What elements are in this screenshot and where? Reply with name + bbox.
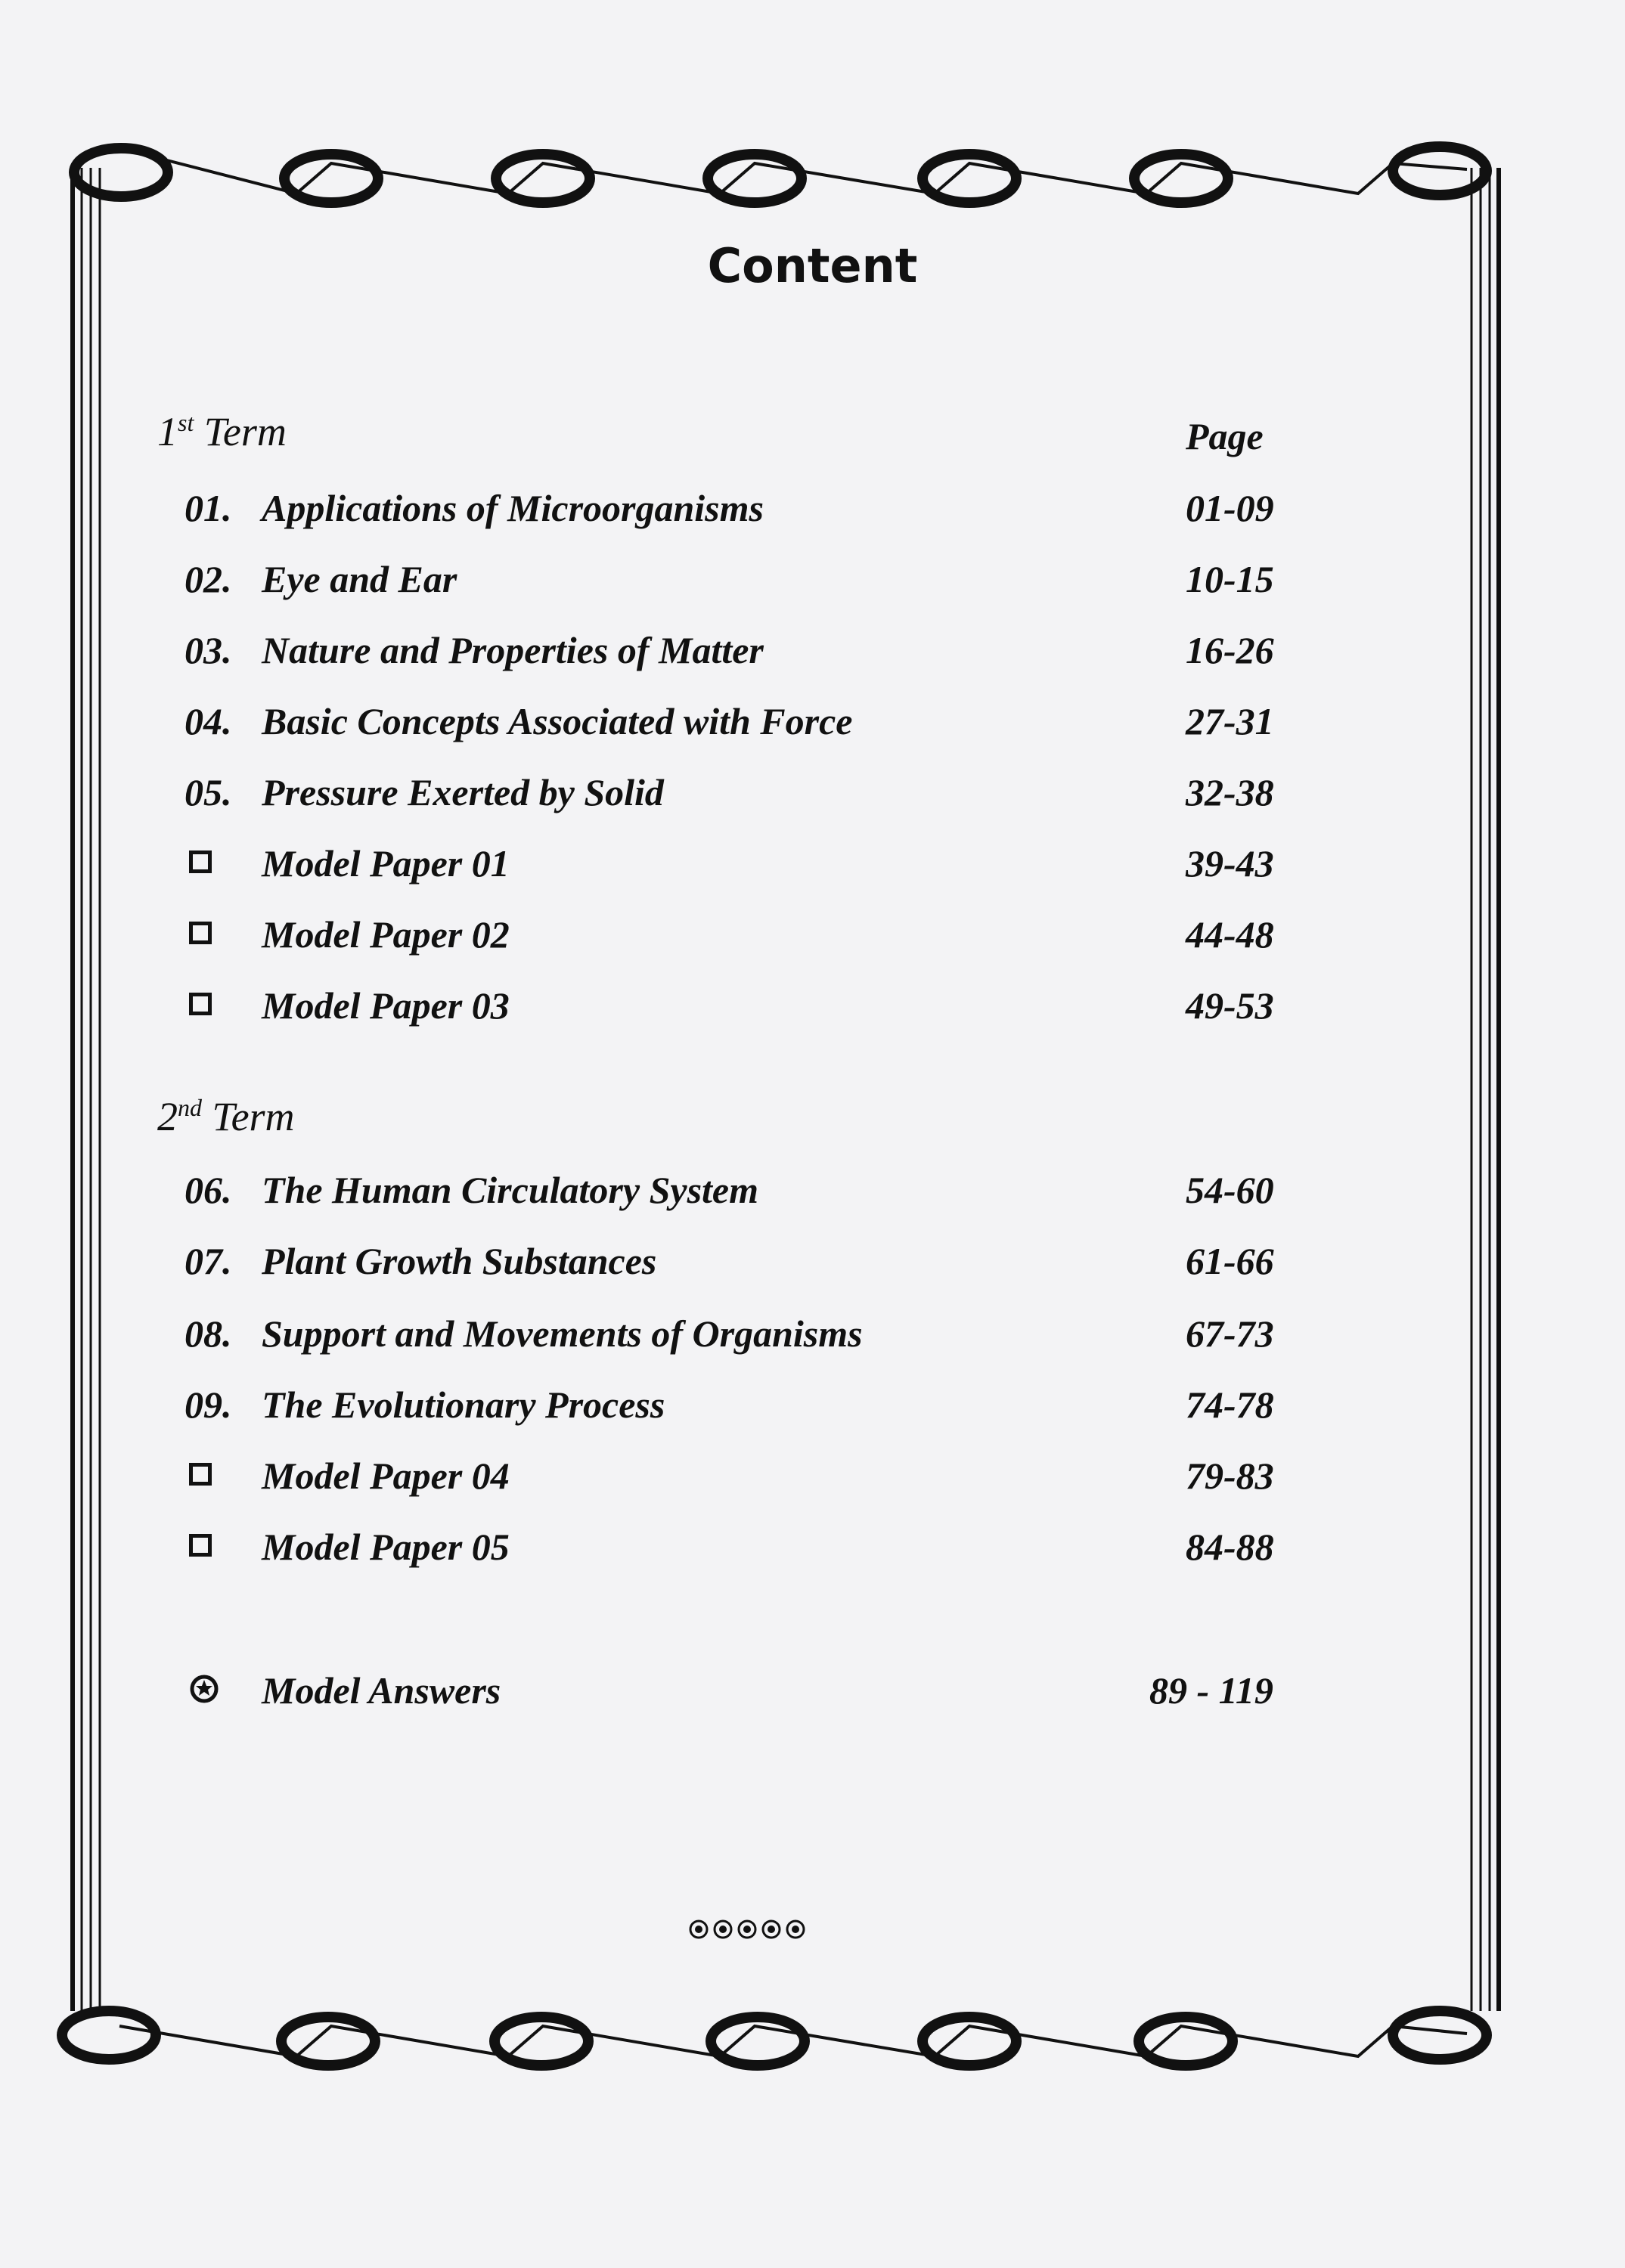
toc-entry[interactable] <box>0 699 1625 751</box>
toc-entry-model-paper[interactable] <box>0 1524 1625 1577</box>
page-title: Content <box>707 238 918 293</box>
star-circle-icon <box>189 1674 219 1704</box>
term-label: Term <box>212 1094 295 1139</box>
entry-label: Applications of Microorganisms <box>262 487 764 529</box>
circle-dots-icon <box>687 1917 808 1941</box>
square-box-icon <box>189 1463 212 1486</box>
toc-entry[interactable] <box>0 770 1625 823</box>
entry-pages: 27-31 <box>1186 700 1274 742</box>
term-ordinal-suffix: st <box>178 409 194 436</box>
entry-label: Plant Growth Substances <box>262 1240 657 1282</box>
entry-number: 09. <box>185 1383 232 1426</box>
entry-pages: 39-43 <box>1186 842 1274 885</box>
entry-label: Model Paper 03 <box>262 984 510 1027</box>
entry-label: The Human Circulatory System <box>262 1169 759 1211</box>
page-column-header: Page <box>1186 415 1264 457</box>
entry-number: 06. <box>185 1169 232 1211</box>
square-box-icon <box>189 922 212 944</box>
toc-entry-model-paper[interactable] <box>0 912 1625 965</box>
term-heading-1 <box>157 408 287 455</box>
entry-pages: 89 - 119 <box>1149 1669 1273 1712</box>
square-box-icon <box>189 1534 212 1557</box>
toc-entry[interactable] <box>0 485 1625 538</box>
entry-number: 07. <box>185 1240 232 1282</box>
entry-number: 03. <box>185 629 232 671</box>
toc-entry[interactable] <box>0 1167 1625 1220</box>
toc-entry[interactable] <box>0 1382 1625 1435</box>
entry-number: 01. <box>185 487 232 529</box>
entry-pages: 44-48 <box>1186 913 1274 956</box>
entry-pages: 61-66 <box>1186 1240 1274 1282</box>
term-heading-2 <box>157 1093 295 1140</box>
toc-entry[interactable] <box>0 1238 1625 1291</box>
entry-label: Nature and Properties of Matter <box>262 629 764 671</box>
toc-entry-model-paper[interactable] <box>0 841 1625 894</box>
square-box-icon <box>189 993 212 1015</box>
entry-label: Pressure Exerted by Solid <box>262 771 664 813</box>
entry-pages: 67-73 <box>1186 1312 1274 1355</box>
entry-number: 04. <box>185 700 232 742</box>
entry-pages: 16-26 <box>1186 629 1274 671</box>
term-label: Term <box>203 409 287 454</box>
entry-pages: 10-15 <box>1186 558 1274 600</box>
entry-number: 02. <box>185 558 232 600</box>
entry-pages: 74-78 <box>1186 1383 1274 1426</box>
term-ordinal: 2 <box>157 1094 178 1139</box>
entry-label: Model Paper 05 <box>262 1526 510 1568</box>
entry-label: Model Paper 01 <box>262 842 510 885</box>
toc-entry-model-paper[interactable] <box>0 1453 1625 1506</box>
entry-pages: 01-09 <box>1186 487 1274 529</box>
term-ordinal: 1 <box>157 409 178 454</box>
entry-label: Model Paper 04 <box>262 1455 510 1497</box>
toc-entry[interactable] <box>0 556 1625 609</box>
entry-pages: 79-83 <box>1186 1455 1274 1497</box>
entry-label: Model Answers <box>262 1669 501 1712</box>
entry-number: 05. <box>185 771 232 813</box>
toc-entry-model-answers[interactable] <box>0 1668 1625 1721</box>
entry-pages: 84-88 <box>1186 1526 1274 1568</box>
entry-label: Support and Movements of Organisms <box>262 1312 863 1355</box>
term-ordinal-suffix: nd <box>178 1094 202 1121</box>
entry-label: The Evolutionary Process <box>262 1383 665 1426</box>
toc-entry-model-paper[interactable] <box>0 983 1625 1036</box>
entry-label: Model Paper 02 <box>262 913 510 956</box>
entry-pages: 54-60 <box>1186 1169 1274 1211</box>
entry-label: Basic Concepts Associated with Force <box>262 700 853 742</box>
entry-label: Eye and Ear <box>262 558 457 600</box>
entry-pages: 32-38 <box>1186 771 1274 813</box>
square-box-icon <box>189 850 212 873</box>
entry-number: 08. <box>185 1312 232 1355</box>
entry-pages: 49-53 <box>1186 984 1274 1027</box>
toc-entry[interactable] <box>0 627 1625 680</box>
toc-entry[interactable] <box>0 1311 1625 1364</box>
